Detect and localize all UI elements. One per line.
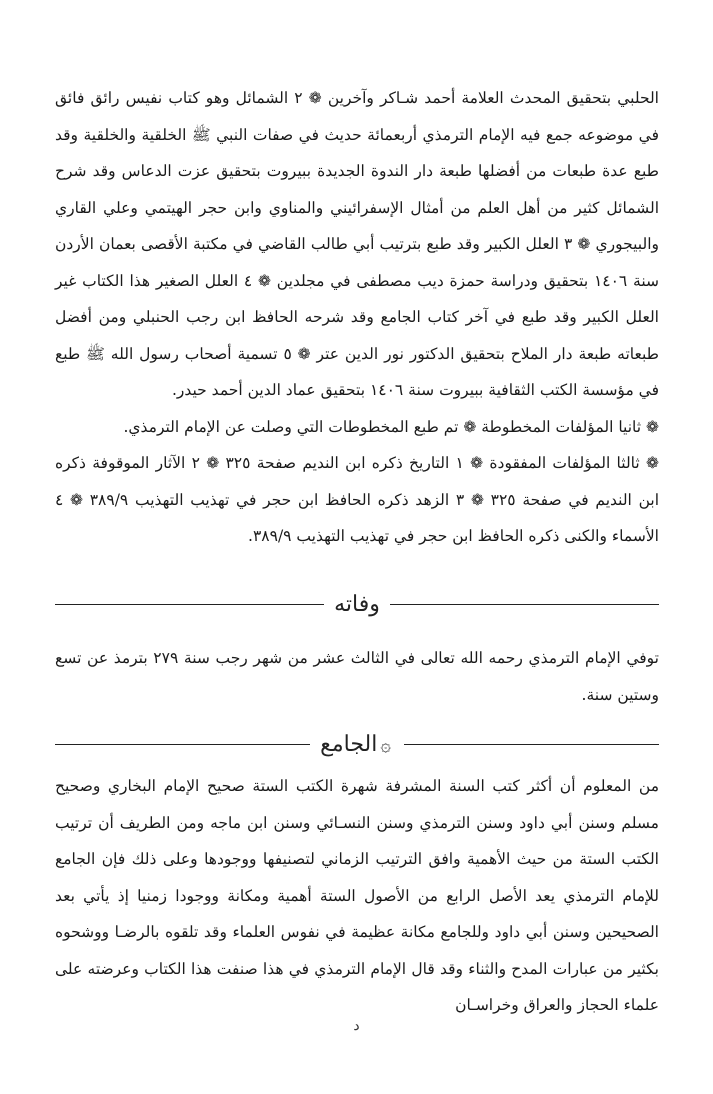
section-title-death-text: وفاته [334,591,380,617]
section-title-jami-text: الجامع [320,731,378,757]
section-title-death [324,592,390,617]
paragraph-works-list: الحلبي بتحقيق المحدث العلامة أحمد شـاكر وآخرين ❁ ٢ الشمائل وهو كتاب نفيس رائق فائق في موضوعه جمع فيه الإمام الترمذي أربعمائة حديث في صفات النبي ﷺ الخلقية والخلقية وقد طبع عدة طبعات من أفضلها طبعة دار الندوة الجديدة ببيروت بتحقيق عزت الدعاس وقد شرح الشمائل كثير من أهل العلم من أمثال الإسفرائيني والمناوي وابن حجر الهيتمي وعلي القاري والبيجوري ❁ ٣ العلل الكبير وقد طبع بترتيب أبي طالب القاضي في مكتبة الأقصى بعمان الأردن سنة ١٤٠٦ بتحقيق ودراسة حمزة ديب مصطفى في مجلدين ❁ ٤ العلل الصغير هذا الكتاب غير العلل الكبير وقد طبع في آخر كتاب الجامع وقد شرحه الحافظ ابن رجب الحنبلي ومن أفضل طبعاته طبعة دار الملاح بتحقيق الدكتور نور الدين عتر ❁ ٥ تسمية أصحاب رسول الله ﷺ طبع في مؤسسة الكتب الثقافية ببيروت سنة ١٤٠٦ بتحقيق عماد الدين أحمد حيدر. [55,89,660,399]
divider-rule-left [55,744,310,745]
section-death [55,640,659,713]
divider-rule-left [55,604,324,605]
ornament-icon: ۞ [380,734,391,756]
section-works [55,80,659,555]
section-divider-jami [55,727,659,761]
paragraph-lost-works: ❁ ثالثا المؤلفات المفقودة ❁ ١ التاريخ ذكره ابن النديم صفحة ٣٢٥ ❁ ٢ الآثار الموقوفة ذكره ابن النديم في صفحة ٣٢٥ ❁ ٣ الزهد ذكره الحافظ ابن حجر في تهذيب التهذيب ٣٨٩/٩ ❁ ٤ الأسماء والكنى ذكره الحافظ ابن حجر في تهذيب التهذيب ٣٨٩/٩. [55,454,659,545]
section-title-jami [310,732,404,757]
page-number: د [353,1018,360,1034]
section-divider-death [55,587,659,621]
paragraph-jami: من المعلوم أن أكثر كتب السنة المشرفة شهرة الكتب الستة صحيح الإمام البخاري وصحيح مسلم وسنن أبي داود وسنن الترمذي وسنن النسـائي وسنن ابن ماجه ومن الطريف أن ترتيب الكتب الستة من حيث الأهمية وافق الترتيب الزماني لتصنيفها ووجودها وعلى ذلك فإن الجامع للإمام الترمذي يعد الأصل الرابع من الأصول الستة أهمية ومكانة ووجودا زمنيا إذ يأتي بعد الصحيحين وسنن أبي داود وللجامع مكانة عظيمة في نفوس العلماء وقد تلقوه بالرضـا ووشحوه بكثير من عبارات المدح والثناء وقد قال الإمام الترمذي في هذا صنفت هذا الكتاب وعرضته على علماء الحجاز والعراق وخراسـان [55,777,659,1014]
divider-rule-right [404,744,659,745]
section-jami [55,768,659,1024]
paragraph-death: توفي الإمام الترمذي رحمه الله تعالى في الثالث عشر من شهر رجب سنة ٢٧٩ بترمذ عن تسع وستين سنة. [55,649,659,704]
divider-rule-right [390,604,659,605]
paragraph-manuscripts: ❁ ثانيا المؤلفات المخطوطة ❁ تم طبع المخطوطات التي وصلت عن الإمام الترمذي. [123,417,659,436]
